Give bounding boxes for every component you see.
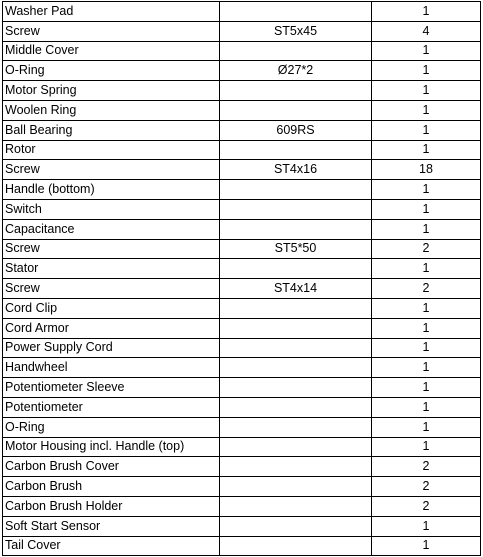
part-name-cell: O-Ring: [3, 417, 220, 437]
part-qty-cell: 2: [372, 477, 481, 497]
part-spec-cell: [220, 536, 372, 556]
part-spec-cell: ST4x14: [220, 279, 372, 299]
part-name-cell: Power Supply Cord: [3, 338, 220, 358]
part-name-cell: Screw: [3, 279, 220, 299]
table-row: [3, 81, 481, 101]
part-qty-cell: 1: [372, 378, 481, 398]
part-spec-cell: [220, 417, 372, 437]
part-spec-cell: [220, 100, 372, 120]
part-name-cell: Screw: [3, 160, 220, 180]
part-qty-cell: 1: [372, 318, 481, 338]
table-row: [3, 397, 481, 417]
part-qty-cell: 1: [372, 397, 481, 417]
table-row: [3, 259, 481, 279]
table-row: [3, 496, 481, 516]
table-row: [3, 160, 481, 180]
part-name-cell: Washer Pad: [3, 2, 220, 22]
part-spec-cell: Ø27*2: [220, 61, 372, 81]
part-name-cell: Cord Armor: [3, 318, 220, 338]
table-row: [3, 219, 481, 239]
table-row: [3, 61, 481, 81]
part-spec-cell: [220, 41, 372, 61]
part-spec-cell: [220, 318, 372, 338]
part-spec-cell: ST5x45: [220, 21, 372, 41]
part-name-cell: Potentiometer Sleeve: [3, 378, 220, 398]
part-spec-cell: [220, 298, 372, 318]
part-qty-cell: 2: [372, 279, 481, 299]
table-row: [3, 41, 481, 61]
parts-list-table: [2, 1, 481, 556]
part-spec-cell: ST5*50: [220, 239, 372, 259]
table-row: [3, 100, 481, 120]
part-spec-cell: [220, 477, 372, 497]
part-qty-cell: 2: [372, 239, 481, 259]
part-name-cell: Soft Start Sensor: [3, 516, 220, 536]
part-qty-cell: 1: [372, 41, 481, 61]
part-qty-cell: 2: [372, 457, 481, 477]
part-qty-cell: 18: [372, 160, 481, 180]
table-row: [3, 199, 481, 219]
part-name-cell: Handwheel: [3, 358, 220, 378]
part-name-cell: Carbon Brush Cover: [3, 457, 220, 477]
table-row: [3, 477, 481, 497]
part-qty-cell: 1: [372, 180, 481, 200]
part-spec-cell: [220, 457, 372, 477]
table-row: [3, 21, 481, 41]
part-name-cell: Handle (bottom): [3, 180, 220, 200]
part-qty-cell: 1: [372, 536, 481, 556]
part-spec-cell: [220, 259, 372, 279]
part-qty-cell: 1: [372, 516, 481, 536]
part-qty-cell: 1: [372, 358, 481, 378]
part-qty-cell: 1: [372, 2, 481, 22]
table-row: [3, 378, 481, 398]
part-name-cell: Capacitance: [3, 219, 220, 239]
part-name-cell: Carbon Brush Holder: [3, 496, 220, 516]
part-spec-cell: [220, 358, 372, 378]
part-name-cell: O-Ring: [3, 61, 220, 81]
table-row: [3, 180, 481, 200]
part-name-cell: Rotor: [3, 140, 220, 160]
part-qty-cell: 1: [372, 437, 481, 457]
part-qty-cell: 1: [372, 219, 481, 239]
part-spec-cell: [220, 199, 372, 219]
part-spec-cell: [220, 397, 372, 417]
table-row: [3, 516, 481, 536]
table-row: [3, 239, 481, 259]
table-row: [3, 358, 481, 378]
part-spec-cell: [220, 2, 372, 22]
part-qty-cell: 1: [372, 100, 481, 120]
part-qty-cell: 1: [372, 140, 481, 160]
part-spec-cell: ST4x16: [220, 160, 372, 180]
part-spec-cell: [220, 180, 372, 200]
table-row: [3, 120, 481, 140]
parts-list-body: [3, 2, 481, 556]
part-spec-cell: [220, 219, 372, 239]
table-row: [3, 279, 481, 299]
part-spec-cell: [220, 338, 372, 358]
part-qty-cell: 1: [372, 338, 481, 358]
part-spec-cell: [220, 81, 372, 101]
part-name-cell: Switch: [3, 199, 220, 219]
part-qty-cell: 1: [372, 417, 481, 437]
part-spec-cell: [220, 140, 372, 160]
part-qty-cell: 1: [372, 81, 481, 101]
part-name-cell: Motor Spring: [3, 81, 220, 101]
table-row: [3, 338, 481, 358]
table-row: [3, 140, 481, 160]
part-qty-cell: 2: [372, 496, 481, 516]
part-name-cell: Stator: [3, 259, 220, 279]
part-name-cell: Screw: [3, 21, 220, 41]
part-qty-cell: 1: [372, 61, 481, 81]
part-name-cell: Cord Clip: [3, 298, 220, 318]
part-name-cell: Tail Cover: [3, 536, 220, 556]
table-row: [3, 298, 481, 318]
table-row: [3, 417, 481, 437]
table-row: [3, 457, 481, 477]
part-qty-cell: 1: [372, 120, 481, 140]
part-name-cell: Potentiometer: [3, 397, 220, 417]
part-spec-cell: [220, 437, 372, 457]
part-spec-cell: [220, 378, 372, 398]
part-name-cell: Ball Bearing: [3, 120, 220, 140]
part-name-cell: Motor Housing incl. Handle (top): [3, 437, 220, 457]
part-spec-cell: [220, 496, 372, 516]
part-name-cell: Woolen Ring: [3, 100, 220, 120]
part-qty-cell: 1: [372, 259, 481, 279]
part-name-cell: Carbon Brush: [3, 477, 220, 497]
part-qty-cell: 1: [372, 298, 481, 318]
part-name-cell: Screw: [3, 239, 220, 259]
table-row: [3, 2, 481, 22]
part-spec-cell: 609RS: [220, 120, 372, 140]
part-spec-cell: [220, 516, 372, 536]
part-qty-cell: 1: [372, 199, 481, 219]
table-row: [3, 536, 481, 556]
part-name-cell: Middle Cover: [3, 41, 220, 61]
table-row: [3, 437, 481, 457]
table-row: [3, 318, 481, 338]
part-qty-cell: 4: [372, 21, 481, 41]
